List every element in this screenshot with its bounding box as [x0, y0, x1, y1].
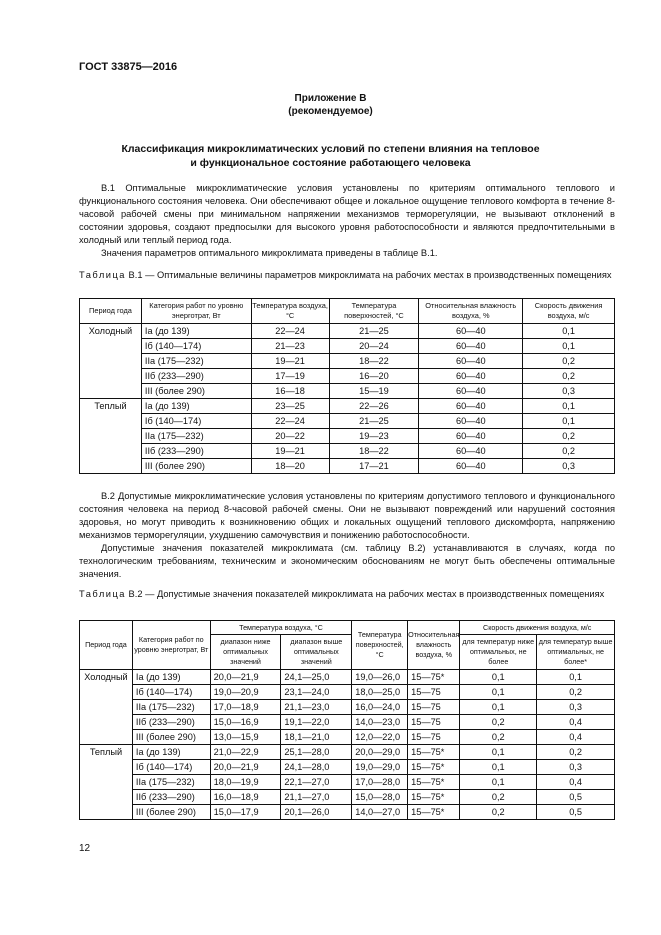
table-cell: Ia (до 139)	[141, 324, 251, 339]
table1-caption	[79, 269, 615, 281]
period-cell: Холодный	[80, 324, 142, 399]
table2-header-humidity: Относительная влажность воздуха, %	[408, 621, 460, 670]
table-cell: 0,3	[537, 700, 615, 715]
table-cell: 0,1	[523, 339, 615, 354]
paragraph-b1-ref: Значения параметров оптимального микроклимата приведены в таблице В.1.	[101, 248, 438, 258]
table-cell: 21—25	[329, 414, 419, 429]
table-cell: 18,0—19,9	[210, 775, 281, 790]
table-cell: 0,2	[523, 429, 615, 444]
period-cell: Холодный	[80, 670, 133, 745]
table-cell: 17—19	[251, 369, 329, 384]
table-cell: 19,0—20,9	[210, 685, 281, 700]
table-row	[80, 429, 615, 444]
table-row	[80, 444, 615, 459]
table-cell: 0,2	[537, 685, 615, 700]
section-title-line2: и функциональное состояние работающего человека	[190, 157, 471, 169]
table2-caption-word: Таблица	[79, 589, 126, 599]
table-cell: 0,1	[460, 760, 537, 775]
table-cell: 0,2	[537, 745, 615, 760]
document-id: ГОСТ 33875—2016	[79, 61, 178, 73]
table-cell: 0,2	[460, 730, 537, 745]
table-cell: 0,2	[460, 805, 537, 820]
table-cell: III (более 290)	[141, 384, 251, 399]
table-cell: 18—22	[329, 444, 419, 459]
table-cell: 19,1—22,0	[281, 715, 352, 730]
table-row	[80, 354, 615, 369]
table-cell: 19—21	[251, 444, 329, 459]
table2-caption-text: В.2 — Допустимые значения показателей микроклимата на рабочих местах в производственных помещениях	[128, 589, 605, 599]
table-cell: Ia (до 139)	[132, 745, 210, 760]
table-cell: 16—20	[329, 369, 419, 384]
table-cell: 0,3	[537, 760, 615, 775]
table-cell: 15—75*	[408, 775, 460, 790]
table-cell: 21—25	[329, 324, 419, 339]
table-cell: 20,1—26,0	[281, 805, 352, 820]
table-cell: 0,3	[523, 459, 615, 474]
table-cell: 60—40	[419, 444, 523, 459]
table-row	[80, 790, 615, 805]
table-cell: 15—75	[408, 700, 460, 715]
paragraph-b2-text: В.2 Допустимые микроклиматические условия установлены по критериям допустимого теплового и функционального состояния человека на период 8-часовой рабочей смены. Они не вызывают повреждений или нарушений состояния здоровья, но могут приводить к возникновению общих и локальных ощущений теплового дискомфорта, напряжению механизмов терморегуляции, ухудшению самочувствия и понижению работоспособности.	[79, 491, 615, 540]
table-row	[80, 384, 615, 399]
annex-title: Приложение В	[294, 93, 367, 104]
table2-header-category: Категория работ по уровню энерготрат, Вт	[132, 621, 210, 670]
table-cell: 23,1—24,0	[281, 685, 352, 700]
table-cell: III (более 290)	[141, 459, 251, 474]
table-cell: 0,1	[523, 399, 615, 414]
table2-header-air-temp-below: диапазон ниже оптимальных значений	[210, 635, 281, 670]
table-cell: 60—40	[419, 459, 523, 474]
annex-heading	[0, 92, 661, 118]
table1-header-surface-temp: Температура поверхностей, °С	[329, 299, 419, 324]
table-cell: 18,1—21,0	[281, 730, 352, 745]
table-cell: 16,0—18,9	[210, 790, 281, 805]
table-row	[80, 730, 615, 745]
table-row	[80, 805, 615, 820]
table-cell: 15—75*	[408, 790, 460, 805]
table-row	[80, 775, 615, 790]
table-cell: 22—24	[251, 324, 329, 339]
page-number: 12	[79, 843, 91, 854]
table-cell: III (более 290)	[132, 805, 210, 820]
table-cell: 20—24	[329, 339, 419, 354]
table-cell: 0,4	[537, 715, 615, 730]
table-cell: 60—40	[419, 339, 523, 354]
table-cell: 60—40	[419, 369, 523, 384]
table2-header-row-1	[80, 621, 615, 635]
table1-header-humidity: Относительная влажность воздуха, %	[419, 299, 523, 324]
table-cell: Iб (140—174)	[132, 685, 210, 700]
table-row	[80, 459, 615, 474]
table-cell: 0,1	[523, 414, 615, 429]
table-cell: 15—75	[408, 685, 460, 700]
table-optimal-microclimate	[79, 298, 615, 474]
table-row	[80, 745, 615, 760]
table2-header-air-temp-above: диапазон выше оптимальных значений	[281, 635, 352, 670]
table-cell: 19—23	[329, 429, 419, 444]
table2-header-speed-above: для температур выше оптимальных, не более*	[537, 635, 615, 670]
table-cell: 0,3	[523, 384, 615, 399]
table-cell: 20,0—21,9	[210, 670, 281, 685]
table-cell: 22,1—27,0	[281, 775, 352, 790]
table-cell: 18,0—25,0	[352, 685, 408, 700]
table2-header-air-speed: Скорость движения воздуха, м/с	[460, 621, 615, 635]
table-cell: 0,2	[523, 444, 615, 459]
table-cell: 60—40	[419, 324, 523, 339]
table-row	[80, 715, 615, 730]
table-cell: 15,0—28,0	[352, 790, 408, 805]
table-cell: 19—21	[251, 354, 329, 369]
table1-header-row	[80, 299, 615, 324]
table-cell: 60—40	[419, 429, 523, 444]
table2-header-surface-temp: Температура поверхностей, °С	[352, 621, 408, 670]
table-cell: 15—75	[408, 715, 460, 730]
table-cell: 13,0—15,9	[210, 730, 281, 745]
table-cell: IIa (175—232)	[132, 775, 210, 790]
table-cell: IIa (175—232)	[141, 354, 251, 369]
table-cell: 12,0—22,0	[352, 730, 408, 745]
table-cell: 20—22	[251, 429, 329, 444]
paragraph-b2	[79, 490, 615, 581]
table1-header-air-temp: Температура воздуха, °С	[251, 299, 329, 324]
table-cell: 20,0—29,0	[352, 745, 408, 760]
table-cell: 0,2	[523, 369, 615, 384]
table2-header-air-temp: Температура воздуха, °С	[210, 621, 352, 635]
table-cell: 19,0—26,0	[352, 670, 408, 685]
table-row	[80, 339, 615, 354]
table-cell: Iб (140—174)	[141, 414, 251, 429]
table-cell: 24,1—25,0	[281, 670, 352, 685]
table-cell: 15—75*	[408, 805, 460, 820]
table-cell: 18—20	[251, 459, 329, 474]
table-cell: 22—26	[329, 399, 419, 414]
table-cell: IIб (233—290)	[141, 444, 251, 459]
table-cell: 21,1—27,0	[281, 790, 352, 805]
table-cell: 0,5	[537, 790, 615, 805]
table-cell: Iб (140—174)	[141, 339, 251, 354]
table1-header-category: Категория работ по уровню энерготрат, Вт	[141, 299, 251, 324]
table-cell: Iб (140—174)	[132, 760, 210, 775]
table-cell: 20,0—21,9	[210, 760, 281, 775]
annex-subtitle: (рекомендуемое)	[288, 106, 373, 117]
table-cell: 0,1	[460, 700, 537, 715]
table-cell: 21,0—22,9	[210, 745, 281, 760]
table1-header-period: Период года	[80, 299, 142, 324]
table-cell: 21—23	[251, 339, 329, 354]
section-title	[79, 142, 582, 170]
table-cell: 0,1	[523, 324, 615, 339]
table-cell: 25,1—28,0	[281, 745, 352, 760]
table-cell: 16,0—24,0	[352, 700, 408, 715]
table-cell: IIб (233—290)	[132, 715, 210, 730]
section-title-line1: Классификация микроклиматических условий по степени влияния на тепловое	[121, 143, 540, 155]
table1-header-air-speed: Скорость движения воздуха, м/с	[523, 299, 615, 324]
table-row	[80, 324, 615, 339]
table2-caption	[79, 588, 615, 600]
table-cell: 60—40	[419, 414, 523, 429]
table-cell: 19,0—29,0	[352, 760, 408, 775]
period-cell: Теплый	[80, 399, 142, 474]
table-row	[80, 369, 615, 384]
table-cell: 15—75	[408, 730, 460, 745]
table-cell: 17,0—28,0	[352, 775, 408, 790]
table-cell: 0,4	[537, 775, 615, 790]
table-cell: 21,1—23,0	[281, 700, 352, 715]
table-cell: 15,0—16,9	[210, 715, 281, 730]
table1-caption-word: Таблица	[79, 270, 126, 280]
paragraph-b1-text: В.1 Оптимальные микроклиматические условия установлены по критериям оптимального теплового и функционального состояния человека. Они обеспечивают общее и локальное ощущение теплового комфорта в течение 8-часовой рабочей смены при минимальном напряжении механизмов терморегуляции, не вызывают отклонений в состоянии здоровья, создают предпосылки для высокого уровня работоспособности и являются предпочтительными в холодный или теплый период года.	[79, 183, 615, 245]
table-cell: 16—18	[251, 384, 329, 399]
table-cell: 14,0—23,0	[352, 715, 408, 730]
table-cell: 0,2	[460, 715, 537, 730]
table-cell: 15—19	[329, 384, 419, 399]
table-cell: 0,1	[460, 775, 537, 790]
table-cell: IIб (233—290)	[141, 369, 251, 384]
table-cell: 0,1	[460, 670, 537, 685]
table-cell: IIa (175—232)	[132, 700, 210, 715]
table-cell: 24,1—28,0	[281, 760, 352, 775]
table-row	[80, 685, 615, 700]
table-cell: 0,5	[537, 805, 615, 820]
table-cell: Ia (до 139)	[132, 670, 210, 685]
table-cell: 0,1	[537, 670, 615, 685]
table-cell: IIa (175—232)	[141, 429, 251, 444]
table-cell: Ia (до 139)	[141, 399, 251, 414]
table-permissible-microclimate	[79, 620, 615, 820]
table-cell: 0,2	[523, 354, 615, 369]
table2-header-period: Период года	[80, 621, 133, 670]
table-cell: 18—22	[329, 354, 419, 369]
table-cell: 15—75*	[408, 760, 460, 775]
period-cell: Теплый	[80, 745, 133, 820]
table-cell: 23—25	[251, 399, 329, 414]
table-cell: III (более 290)	[132, 730, 210, 745]
table-row	[80, 670, 615, 685]
paragraph-b1	[79, 182, 615, 260]
table-cell: 0,1	[460, 685, 537, 700]
table-row	[80, 414, 615, 429]
table-row	[80, 700, 615, 715]
table-row	[80, 399, 615, 414]
table-cell: 22—24	[251, 414, 329, 429]
table-cell: 17—21	[329, 459, 419, 474]
table-cell: 60—40	[419, 354, 523, 369]
table-cell: 0,2	[460, 790, 537, 805]
table-cell: 60—40	[419, 399, 523, 414]
table-cell: 15—75*	[408, 670, 460, 685]
table-cell: 17,0—18,9	[210, 700, 281, 715]
table-cell: IIб (233—290)	[132, 790, 210, 805]
table2-header-speed-below: для температур ниже оптимальных, не более	[460, 635, 537, 670]
table-cell: 14,0—27,0	[352, 805, 408, 820]
table-cell: 0,4	[537, 730, 615, 745]
table-cell: 15—75*	[408, 745, 460, 760]
table-row	[80, 760, 615, 775]
table-cell: 0,1	[460, 745, 537, 760]
table-cell: 60—40	[419, 384, 523, 399]
table1-caption-text: В.1 — Оптимальные величины параметров микроклимата на рабочих местах в производственных помещениях	[128, 270, 612, 280]
paragraph-b2-ref: Допустимые значения показателей микроклимата (см. таблицу В.2) устанавливаются в случаях, когда по технологическим требованиям, техническим и экономическим обоснованиям не могут быть обеспечены оптимальные значения.	[79, 543, 615, 579]
table-cell: 15,0—17,9	[210, 805, 281, 820]
